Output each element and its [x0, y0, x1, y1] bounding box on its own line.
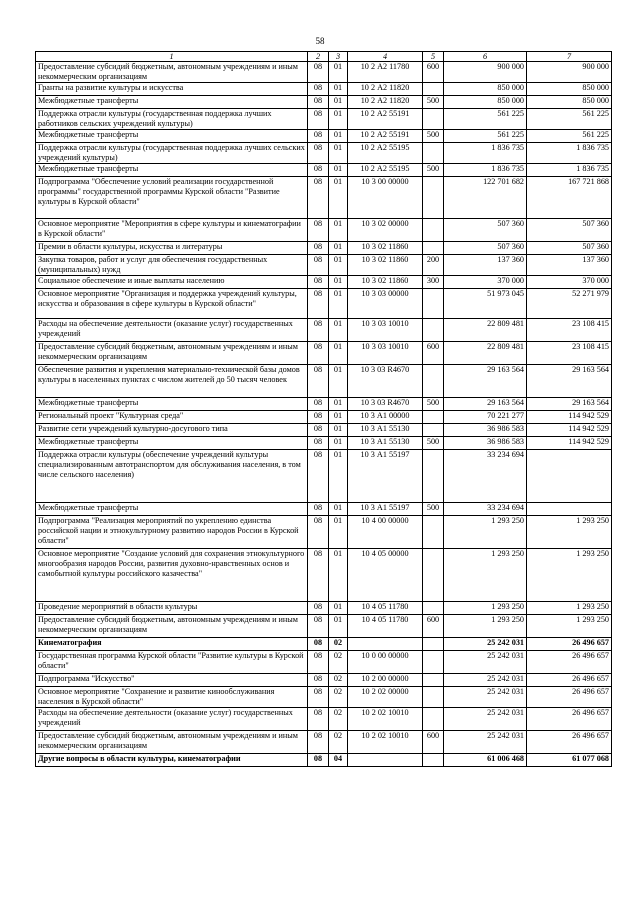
row-name: Основное мероприятие "Сохранение и развитие кинообслуживания населения в Курской области" — [36, 687, 308, 708]
header-col-2: 2 — [308, 52, 329, 62]
row-amount-year2: 26 496 657 — [527, 687, 612, 708]
row-subsection-code: 02 — [329, 687, 348, 708]
row-target-code: 10 3 А1 55197 — [348, 450, 423, 503]
row-amount-year2: 850 000 — [527, 83, 612, 96]
row-name: Другие вопросы в области культуры, кинематографии — [36, 754, 308, 767]
row-name: Межбюджетные трансферты — [36, 130, 308, 143]
row-amount-year2: 507 360 — [527, 242, 612, 255]
table-row — [36, 411, 612, 424]
row-amount-year2 — [527, 450, 612, 503]
page-number: 58 — [315, 36, 325, 46]
table-row — [36, 96, 612, 109]
row-amount-year1: 1 293 250 — [444, 602, 527, 615]
row-amount-year1: 850 000 — [444, 96, 527, 109]
row-section-code: 08 — [308, 164, 329, 177]
row-subsection-code: 01 — [329, 503, 348, 516]
row-target-code: 10 4 05 11780 — [348, 602, 423, 615]
row-section-code: 08 — [308, 289, 329, 319]
row-target-code: 10 4 00 00000 — [348, 516, 423, 549]
table-row — [36, 516, 612, 549]
row-subsection-code: 01 — [329, 96, 348, 109]
row-subsection-code: 01 — [329, 276, 348, 289]
row-section-code: 08 — [308, 177, 329, 219]
row-name: Основное мероприятие "Организация и поддержка учреждений культуры, искусства и образования в сфере культуры в Курской области" — [36, 289, 308, 319]
budget-table — [35, 51, 612, 767]
row-name: Основное мероприятие "Создание условий для сохранения этнокультурного многообразия народов России, развития духовно-нравственных основ и самобытной культуры российского казачества" — [36, 549, 308, 602]
row-subsection-code: 04 — [329, 754, 348, 767]
row-name: Предоставление субсидий бюджетным, автономным учреждениям и иным некоммерческим организациям — [36, 731, 308, 754]
row-section-code: 08 — [308, 549, 329, 602]
row-name: Основное мероприятие "Мероприятия в сфере культуры и кинематографии в Курской области" — [36, 219, 308, 242]
table-row — [36, 319, 612, 342]
row-amount-year1: 137 360 — [444, 255, 527, 276]
table-row — [36, 687, 612, 708]
row-subsection-code: 01 — [329, 289, 348, 319]
row-target-code: 10 0 00 00000 — [348, 651, 423, 674]
row-expense-type-code — [423, 424, 444, 437]
row-amount-year1: 561 225 — [444, 130, 527, 143]
row-amount-year2 — [527, 503, 612, 516]
row-expense-type-code — [423, 674, 444, 687]
row-subsection-code: 01 — [329, 450, 348, 503]
row-amount-year2: 167 721 868 — [527, 177, 612, 219]
row-expense-type-code: 300 — [423, 276, 444, 289]
row-section-code: 08 — [308, 255, 329, 276]
table-row — [36, 638, 612, 651]
row-amount-year2: 23 108 415 — [527, 342, 612, 365]
row-target-code: 10 3 02 00000 — [348, 219, 423, 242]
table-row — [36, 615, 612, 638]
row-section-code: 08 — [308, 674, 329, 687]
row-expense-type-code — [423, 708, 444, 731]
row-amount-year2: 26 496 657 — [527, 708, 612, 731]
table-row — [36, 365, 612, 398]
row-amount-year1: 25 242 031 — [444, 674, 527, 687]
table-row — [36, 255, 612, 276]
row-subsection-code: 01 — [329, 143, 348, 164]
row-amount-year2: 26 496 657 — [527, 638, 612, 651]
row-amount-year2: 1 293 250 — [527, 549, 612, 602]
row-amount-year1: 36 986 583 — [444, 424, 527, 437]
row-name: Гранты на развитие культуры и искусства — [36, 83, 308, 96]
row-amount-year1: 561 225 — [444, 109, 527, 130]
row-name: Поддержка отрасли культуры (государственная поддержка лучших сельских учреждений культуры) — [36, 143, 308, 164]
row-amount-year2: 29 163 564 — [527, 365, 612, 398]
row-target-code: 10 3 03 10010 — [348, 319, 423, 342]
row-amount-year2: 561 225 — [527, 109, 612, 130]
row-target-code: 10 2 А2 11780 — [348, 62, 423, 83]
row-amount-year2: 370 000 — [527, 276, 612, 289]
row-name: Расходы на обеспечение деятельности (оказание услуг) государственных учреждений — [36, 708, 308, 731]
row-target-code: 10 2 А2 11820 — [348, 83, 423, 96]
table-row — [36, 342, 612, 365]
row-amount-year2: 1 836 735 — [527, 143, 612, 164]
row-amount-year2: 114 942 529 — [527, 437, 612, 450]
row-amount-year2: 26 496 657 — [527, 674, 612, 687]
row-section-code: 08 — [308, 342, 329, 365]
row-section-code: 08 — [308, 731, 329, 754]
table-row — [36, 549, 612, 602]
table-row — [36, 602, 612, 615]
row-name: Межбюджетные трансферты — [36, 437, 308, 450]
row-expense-type-code — [423, 83, 444, 96]
row-section-code: 08 — [308, 424, 329, 437]
row-target-code: 10 2 02 10010 — [348, 708, 423, 731]
table-row — [36, 242, 612, 255]
table-row — [36, 503, 612, 516]
row-amount-year1: 1 293 250 — [444, 549, 527, 602]
table-row — [36, 651, 612, 674]
row-expense-type-code — [423, 754, 444, 767]
row-expense-type-code: 500 — [423, 503, 444, 516]
row-section-code: 08 — [308, 503, 329, 516]
row-section-code: 08 — [308, 96, 329, 109]
table-row — [36, 450, 612, 503]
table-row — [36, 143, 612, 164]
row-expense-type-code: 500 — [423, 398, 444, 411]
row-subsection-code: 01 — [329, 365, 348, 398]
row-expense-type-code — [423, 687, 444, 708]
row-expense-type-code — [423, 602, 444, 615]
row-target-code: 10 4 05 11780 — [348, 615, 423, 638]
row-amount-year2: 29 163 564 — [527, 398, 612, 411]
row-name: Межбюджетные трансферты — [36, 398, 308, 411]
row-section-code: 08 — [308, 651, 329, 674]
row-subsection-code: 01 — [329, 83, 348, 96]
row-target-code: 10 3 02 11860 — [348, 242, 423, 255]
row-amount-year1: 22 809 481 — [444, 342, 527, 365]
table-row — [36, 437, 612, 450]
row-name: Социальное обеспечение и иные выплаты населению — [36, 276, 308, 289]
row-amount-year2: 1 293 250 — [527, 516, 612, 549]
row-section-code: 08 — [308, 437, 329, 450]
row-name: Межбюджетные трансферты — [36, 164, 308, 177]
table-row — [36, 164, 612, 177]
row-amount-year2: 23 108 415 — [527, 319, 612, 342]
row-subsection-code: 02 — [329, 651, 348, 674]
table-row — [36, 177, 612, 219]
row-target-code — [348, 638, 423, 651]
row-section-code: 08 — [308, 615, 329, 638]
row-subsection-code: 01 — [329, 242, 348, 255]
row-subsection-code: 01 — [329, 319, 348, 342]
row-amount-year2: 26 496 657 — [527, 731, 612, 754]
row-amount-year1: 850 000 — [444, 83, 527, 96]
row-section-code: 08 — [308, 398, 329, 411]
row-amount-year2: 52 271 979 — [527, 289, 612, 319]
table-row — [36, 219, 612, 242]
row-amount-year1: 1 293 250 — [444, 516, 527, 549]
row-section-code: 08 — [308, 62, 329, 83]
row-amount-year2: 561 225 — [527, 130, 612, 143]
row-section-code: 08 — [308, 708, 329, 731]
row-subsection-code: 01 — [329, 602, 348, 615]
row-amount-year1: 1 836 735 — [444, 143, 527, 164]
row-target-code: 10 3 А1 00000 — [348, 411, 423, 424]
row-subsection-code: 01 — [329, 164, 348, 177]
row-target-code: 10 2 А2 55191 — [348, 130, 423, 143]
row-amount-year1: 29 163 564 — [444, 398, 527, 411]
row-name: Проведение мероприятий в области культуры — [36, 602, 308, 615]
row-name: Подпрограмма "Обеспечение условий реализации государственной программы" государственной программы Курской области "Развитие культуры в Курской области" — [36, 177, 308, 219]
row-expense-type-code — [423, 365, 444, 398]
header-col-6: 6 — [444, 52, 527, 62]
row-name: Межбюджетные трансферты — [36, 96, 308, 109]
row-section-code: 08 — [308, 143, 329, 164]
row-target-code: 10 2 00 00000 — [348, 674, 423, 687]
row-section-code: 08 — [308, 242, 329, 255]
row-target-code: 10 2 А2 55191 — [348, 109, 423, 130]
row-target-code: 10 2 А2 55195 — [348, 164, 423, 177]
row-section-code: 08 — [308, 109, 329, 130]
row-expense-type-code — [423, 651, 444, 674]
row-section-code: 08 — [308, 130, 329, 143]
row-target-code: 10 3 03 00000 — [348, 289, 423, 319]
row-amount-year2: 114 942 529 — [527, 411, 612, 424]
row-target-code — [348, 754, 423, 767]
row-amount-year1: 122 701 682 — [444, 177, 527, 219]
row-name: Расходы на обеспечение деятельности (оказание услуг) государственных учреждений — [36, 319, 308, 342]
row-amount-year1: 25 242 031 — [444, 687, 527, 708]
row-amount-year1: 900 000 — [444, 62, 527, 83]
row-target-code: 10 4 05 00000 — [348, 549, 423, 602]
table-row — [36, 754, 612, 767]
row-target-code: 10 3 А1 55130 — [348, 437, 423, 450]
row-section-code: 08 — [308, 754, 329, 767]
row-expense-type-code — [423, 143, 444, 164]
header-col-7: 7 — [527, 52, 612, 62]
row-amount-year1: 61 006 468 — [444, 754, 527, 767]
row-target-code: 10 3 02 11860 — [348, 255, 423, 276]
row-expense-type-code — [423, 289, 444, 319]
row-amount-year1: 1 836 735 — [444, 164, 527, 177]
header-col-3: 3 — [329, 52, 348, 62]
row-amount-year1: 33 234 694 — [444, 450, 527, 503]
row-target-code: 10 3 А1 55197 — [348, 503, 423, 516]
row-expense-type-code — [423, 109, 444, 130]
row-expense-type-code: 500 — [423, 96, 444, 109]
row-expense-type-code: 500 — [423, 437, 444, 450]
row-target-code: 10 3 03 10010 — [348, 342, 423, 365]
row-amount-year1: 22 809 481 — [444, 319, 527, 342]
row-amount-year2: 1 836 735 — [527, 164, 612, 177]
row-expense-type-code — [423, 516, 444, 549]
row-name: Обеспечение развития и укрепления материально-технической базы домов культуры в населенных пунктах с числом жителей до 50 тысяч человек — [36, 365, 308, 398]
row-name: Подпрограмма "Реализация мероприятий по укреплению единства российской нации и этнокультурному развитию народов России в Курской области" — [36, 516, 308, 549]
row-subsection-code: 02 — [329, 731, 348, 754]
row-section-code: 08 — [308, 450, 329, 503]
row-subsection-code: 01 — [329, 255, 348, 276]
row-amount-year1: 1 293 250 — [444, 615, 527, 638]
row-section-code: 08 — [308, 365, 329, 398]
table-row — [36, 62, 612, 83]
row-amount-year1: 25 242 031 — [444, 651, 527, 674]
row-subsection-code: 01 — [329, 424, 348, 437]
row-expense-type-code — [423, 319, 444, 342]
row-amount-year2: 507 360 — [527, 219, 612, 242]
row-name: Закупка товаров, работ и услуг для обеспечения государственных (муниципальных) нужд — [36, 255, 308, 276]
header-col-5: 5 — [423, 52, 444, 62]
row-amount-year1: 29 163 564 — [444, 365, 527, 398]
row-expense-type-code: 600 — [423, 615, 444, 638]
row-name: Предоставление субсидий бюджетным, автономным учреждениям и иным некоммерческим организациям — [36, 342, 308, 365]
row-expense-type-code: 500 — [423, 164, 444, 177]
row-expense-type-code — [423, 242, 444, 255]
row-amount-year1: 33 234 694 — [444, 503, 527, 516]
row-expense-type-code — [423, 638, 444, 651]
row-expense-type-code: 200 — [423, 255, 444, 276]
row-amount-year1: 370 000 — [444, 276, 527, 289]
row-name: Межбюджетные трансферты — [36, 503, 308, 516]
row-target-code: 10 2 А2 55195 — [348, 143, 423, 164]
row-subsection-code: 02 — [329, 638, 348, 651]
row-section-code: 08 — [308, 276, 329, 289]
row-target-code: 10 2 А2 11820 — [348, 96, 423, 109]
row-subsection-code: 01 — [329, 411, 348, 424]
row-name: Государственная программа Курской области "Развитие культуры в Курской области" — [36, 651, 308, 674]
row-target-code: 10 3 А1 55130 — [348, 424, 423, 437]
table-row — [36, 731, 612, 754]
row-amount-year1: 70 221 277 — [444, 411, 527, 424]
row-section-code: 08 — [308, 638, 329, 651]
table-row — [36, 674, 612, 687]
row-amount-year2: 114 942 529 — [527, 424, 612, 437]
row-section-code: 08 — [308, 219, 329, 242]
row-subsection-code: 02 — [329, 708, 348, 731]
row-section-code: 08 — [308, 602, 329, 615]
row-name: Развитие сети учреждений культурно-досугового типа — [36, 424, 308, 437]
row-name: Предоставление субсидий бюджетным, автономным учреждениям и иным некоммерческим организациям — [36, 62, 308, 83]
table-header-row — [36, 52, 612, 62]
row-amount-year1: 25 242 031 — [444, 708, 527, 731]
row-subsection-code: 01 — [329, 437, 348, 450]
row-target-code: 10 2 02 10010 — [348, 731, 423, 754]
row-expense-type-code: 600 — [423, 62, 444, 83]
table-row — [36, 398, 612, 411]
table-row — [36, 130, 612, 143]
row-amount-year1: 507 360 — [444, 219, 527, 242]
table-row — [36, 289, 612, 319]
row-name: Премии в области культуры, искусства и литературы — [36, 242, 308, 255]
header-col-4: 4 — [348, 52, 423, 62]
row-name: Подпрограмма "Искусство" — [36, 674, 308, 687]
row-subsection-code: 01 — [329, 62, 348, 83]
row-name: Поддержка отрасли культуры (государственная поддержка лучших работников сельских учреждений культуры) — [36, 109, 308, 130]
row-expense-type-code: 600 — [423, 342, 444, 365]
row-target-code: 10 3 03 R4670 — [348, 365, 423, 398]
row-section-code: 08 — [308, 83, 329, 96]
row-subsection-code: 01 — [329, 516, 348, 549]
row-section-code: 08 — [308, 411, 329, 424]
row-amount-year2: 1 293 250 — [527, 615, 612, 638]
row-amount-year1: 25 242 031 — [444, 731, 527, 754]
row-amount-year1: 25 242 031 — [444, 638, 527, 651]
row-target-code: 10 3 02 11860 — [348, 276, 423, 289]
row-amount-year2: 26 496 657 — [527, 651, 612, 674]
row-expense-type-code — [423, 450, 444, 503]
row-subsection-code: 01 — [329, 130, 348, 143]
row-amount-year2: 61 077 068 — [527, 754, 612, 767]
row-target-code: 10 2 02 00000 — [348, 687, 423, 708]
row-target-code: 10 3 00 00000 — [348, 177, 423, 219]
table-row — [36, 708, 612, 731]
row-subsection-code: 01 — [329, 109, 348, 130]
table-row — [36, 83, 612, 96]
row-expense-type-code — [423, 219, 444, 242]
row-subsection-code: 01 — [329, 219, 348, 242]
row-subsection-code: 01 — [329, 549, 348, 602]
row-amount-year2: 900 000 — [527, 62, 612, 83]
row-section-code: 08 — [308, 319, 329, 342]
table-row — [36, 424, 612, 437]
row-name: Предоставление субсидий бюджетным, автономным учреждениям и иным некоммерческим организациям — [36, 615, 308, 638]
row-amount-year1: 51 973 045 — [444, 289, 527, 319]
row-amount-year2: 1 293 250 — [527, 602, 612, 615]
row-section-code: 08 — [308, 516, 329, 549]
row-name: Поддержка отрасли культуры (обеспечение учреждений культуры специализированным автотранспортом для обслуживания населения, в том числе сельского населения) — [36, 450, 308, 503]
row-subsection-code: 02 — [329, 674, 348, 687]
row-subsection-code: 01 — [329, 398, 348, 411]
row-amount-year1: 507 360 — [444, 242, 527, 255]
row-name: Региональный проект "Культурная среда" — [36, 411, 308, 424]
row-name: Кинематография — [36, 638, 308, 651]
row-expense-type-code — [423, 549, 444, 602]
header-col-1: 1 — [36, 52, 308, 62]
row-expense-type-code: 600 — [423, 731, 444, 754]
row-expense-type-code — [423, 177, 444, 219]
row-expense-type-code — [423, 411, 444, 424]
row-amount-year2: 137 360 — [527, 255, 612, 276]
row-amount-year1: 36 986 583 — [444, 437, 527, 450]
row-amount-year2: 850 000 — [527, 96, 612, 109]
row-subsection-code: 01 — [329, 177, 348, 219]
row-target-code: 10 3 03 R4670 — [348, 398, 423, 411]
table-row — [36, 276, 612, 289]
row-section-code: 08 — [308, 687, 329, 708]
row-subsection-code: 01 — [329, 342, 348, 365]
table-row — [36, 109, 612, 130]
row-subsection-code: 01 — [329, 615, 348, 638]
row-expense-type-code: 500 — [423, 130, 444, 143]
